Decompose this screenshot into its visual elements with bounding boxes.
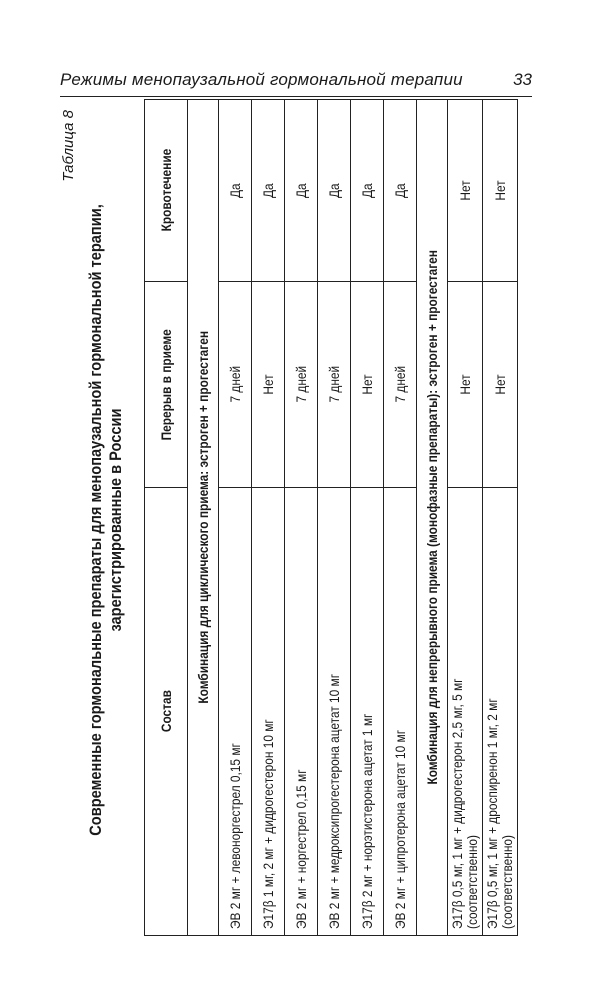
cell-composition: Э17β 2 мг + норэтистерона ацетат 1 мг <box>351 488 384 936</box>
running-title: Режимы менопаузальной гормональной терапии <box>60 70 463 89</box>
page-number: 33 <box>513 70 532 89</box>
section-row-continuous <box>417 100 448 936</box>
cell-composition: Э17β 0,5 мг, 1 мг + дидрогестерон 2,5 мг, 5 мг (соответственно) <box>448 488 483 936</box>
cell-composition: ЭВ 2 мг + ципротерона ацетат 10 мг <box>384 488 417 936</box>
section-row-cyclic <box>188 100 219 936</box>
table-row <box>318 100 351 936</box>
cell-break: 7 дней <box>384 282 417 488</box>
table-row <box>219 100 252 936</box>
cell-composition: ЭВ 2 мг + левоноргестрел 0,15 мг <box>219 488 252 936</box>
section-cyclic: Комбинация для циклического приема: эстроген + прогестаген <box>188 100 219 936</box>
cell-bleeding: Да <box>252 100 285 282</box>
cell-bleeding: Нет <box>448 100 483 282</box>
header-break: Перерыв в приеме <box>145 282 188 488</box>
table-row <box>384 100 417 936</box>
cell-composition: Э17β 0,5 мг, 1 мг + дроспиренон 1 мг, 2 мг (соответственно) <box>483 488 518 936</box>
cell-bleeding: Нет <box>483 100 518 282</box>
table-row <box>285 100 318 936</box>
cell-composition: ЭВ 2 мг + медроксипрогестерона ацетат 10 мг <box>318 488 351 936</box>
cell-composition: Э17β 1 мг, 2 мг + дидрогестерон 10 мг <box>252 488 285 936</box>
table-row <box>351 100 384 936</box>
cell-bleeding: Да <box>384 100 417 282</box>
section-continuous: Комбинация для непрерывного приема (монофазные препараты): эстроген + прогестаген <box>417 100 448 936</box>
cell-break: Нет <box>252 282 285 488</box>
cell-break: Нет <box>448 282 483 488</box>
table-row <box>483 100 518 936</box>
cell-bleeding: Да <box>285 100 318 282</box>
cell-bleeding: Да <box>351 100 384 282</box>
table-header-row <box>145 100 188 936</box>
cell-break: Нет <box>351 282 384 488</box>
cell-break: 7 дней <box>285 282 318 488</box>
caption-line-2: зарегистрированные в России <box>106 408 125 632</box>
cell-composition: ЭВ 2 мг + норгестрел 0,15 мг <box>285 488 318 936</box>
table-label: Таблица 8 <box>60 110 77 182</box>
rotated-table-block <box>60 100 532 940</box>
cell-break: Нет <box>483 282 518 488</box>
cell-break: 7 дней <box>318 282 351 488</box>
cell-bleeding: Да <box>318 100 351 282</box>
header-composition: Состав <box>145 488 188 936</box>
table-row <box>252 100 285 936</box>
running-header <box>60 70 532 97</box>
table-row <box>448 100 483 936</box>
header-bleeding: Кровотечение <box>145 100 188 282</box>
cell-break: 7 дней <box>219 282 252 488</box>
table-caption <box>86 159 126 881</box>
caption-line-1: Современные гормональные препараты для менопаузальной гормональной терапии, <box>86 204 105 836</box>
hormone-table <box>144 99 518 936</box>
cell-bleeding: Да <box>219 100 252 282</box>
